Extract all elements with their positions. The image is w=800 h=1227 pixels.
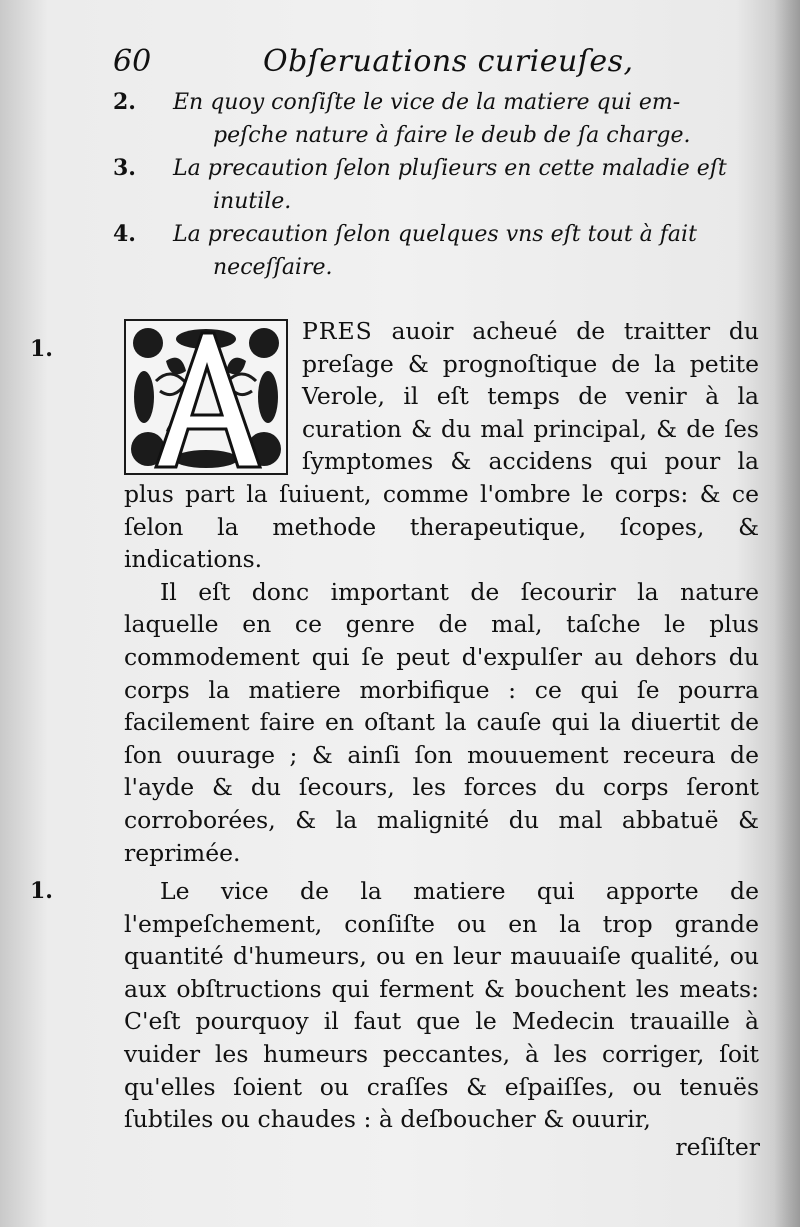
paragraph-1-text: auoir acheué de traitter du preſage & prognoſtique de la petite Verole, il eſt temps de venir à la curation & du mal principal, & de ſes ſymptomes & accidens qui pour la plus part la ſuiuent, comme l'ombre le corps: & ce ſelon la methode therapeutique, ſcopes, & indications.	[124, 317, 759, 574]
summary-item-line: La precaution ſelon quelques vns eſt tout à fait	[173, 222, 697, 247]
summary-item	[113, 86, 763, 152]
chapter-summary	[113, 86, 763, 284]
summary-item-number: 2.	[113, 89, 136, 115]
summary-item-line: En quoy conſiſte le vice de la matiere qui em-	[173, 90, 681, 115]
summary-item-line: neceſſaire.	[213, 255, 333, 280]
main-text	[124, 315, 759, 1136]
summary-item	[113, 152, 763, 218]
paragraph-1	[124, 315, 759, 576]
summary-item-number: 3.	[113, 155, 136, 181]
paragraph-3: Le vice de la matiere qui apporte de l'empeſchement, conſiſte ou en la trop grande quantité d'humeurs, ou en leur mauuaiſe qualité, ou aux obſtructions qui ferment & bouchent les meats: C'eſt pourquoy il faut que le Medecin trauaille à vuider les humeurs peccantes, à les corriger, ſoit qu'elles ſoient ou craſſes & eſpaiſſes, ou tenuës ſubtiles ou chaudes : à deſboucher & ouurir,	[124, 877, 759, 1134]
ornamental-initial-art	[126, 321, 286, 473]
ornamental-initial	[124, 319, 288, 475]
running-title: Obſeruations curieuſes,	[263, 44, 634, 79]
page-number: 60	[113, 44, 152, 79]
summary-item-line: inutile.	[213, 189, 292, 214]
summary-item-number: 4.	[113, 221, 136, 247]
summary-item	[113, 218, 763, 284]
paragraph-2: Il eſt donc important de ſecourir la nature laquelle en ce genre de mal, taſche le plus commodement qui ſe peut d'expulſer au dehors du corps la matiere morbifique : ce qui ſe pourra facilement faire en oſtant la cauſe qui la diuertit de ſon ouurage ; & ainſi ſon mouuement receura de l'ayde & du ſecours, les forces du corps ſeront corroborées, & la malignité du mal abbatuë & reprimée.	[124, 577, 759, 867]
catchword: reſiſter	[675, 1133, 760, 1161]
paragraph-1-opening: PRES	[302, 317, 373, 345]
summary-item-line: La precaution ſelon pluſieurs en cette maladie eſt	[173, 156, 727, 181]
margin-note: 1.	[30, 878, 53, 904]
margin-note: 1.	[30, 336, 53, 362]
page-header	[113, 44, 733, 90]
summary-item-line: peſche nature à faire le deub de ſa charge.	[213, 123, 691, 148]
page-edge-shadow	[774, 0, 800, 1227]
